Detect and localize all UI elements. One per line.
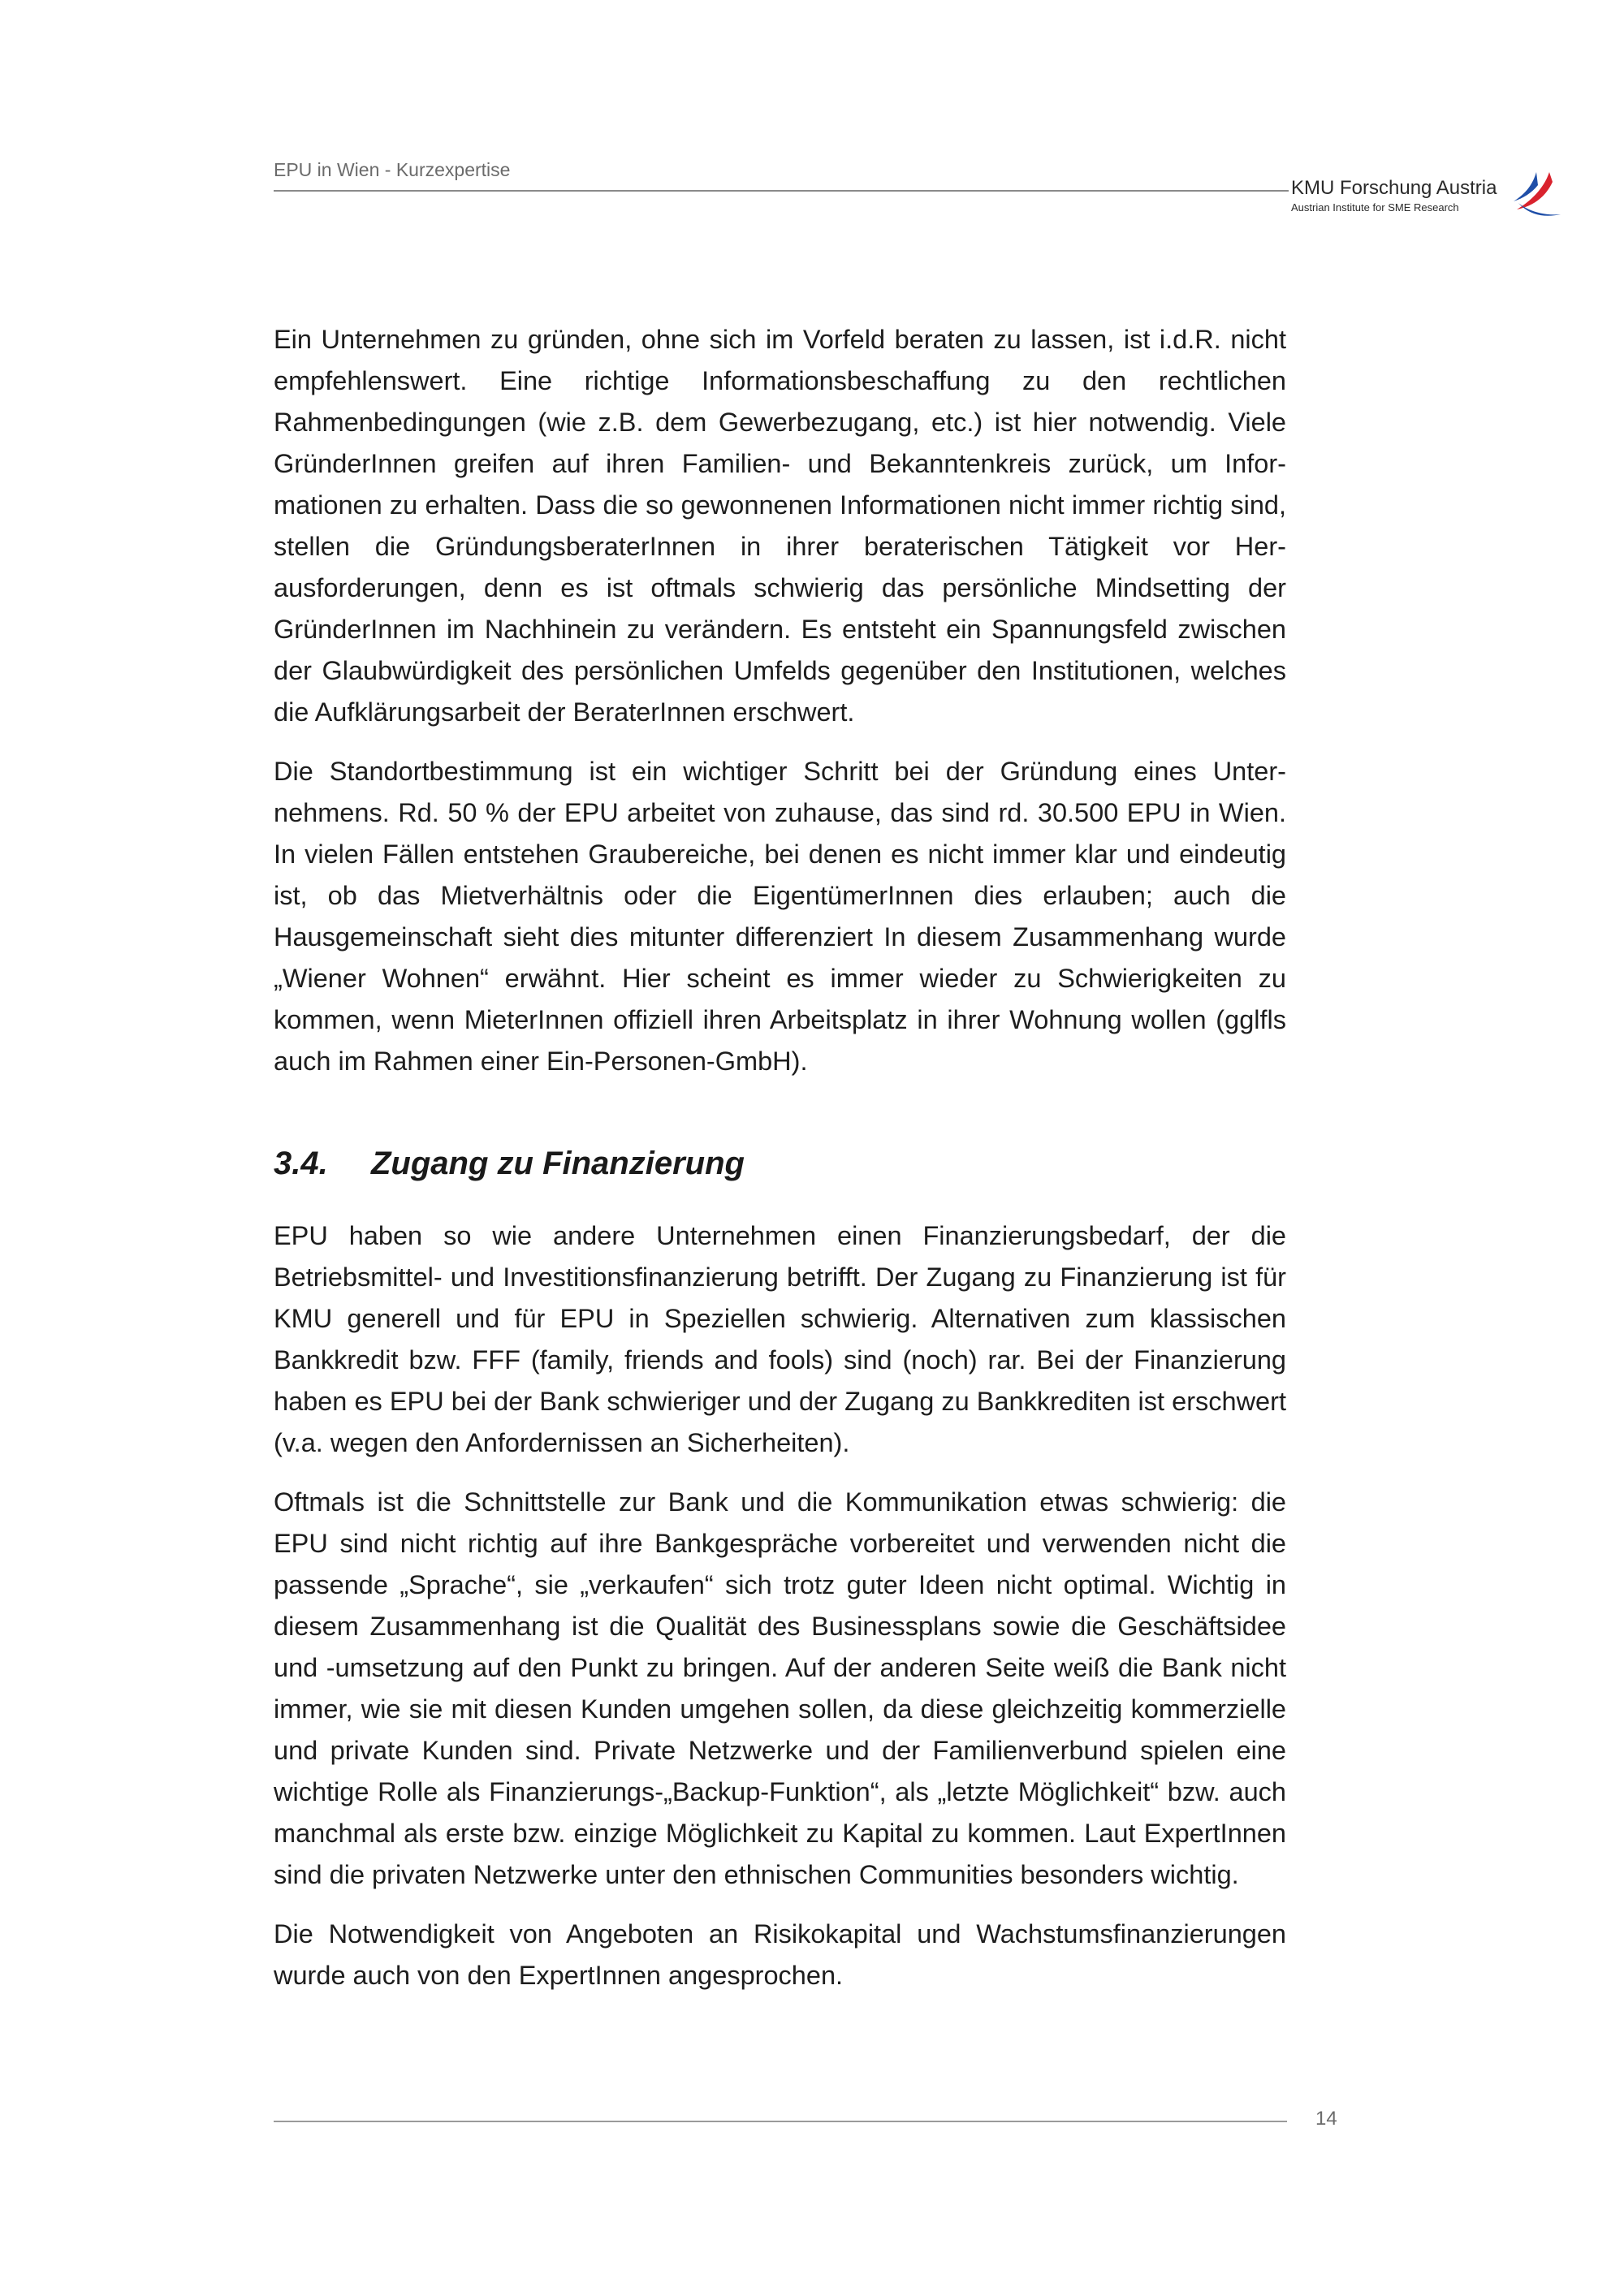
logo-subtitle: Austrian Institute for SME Research [1291, 201, 1459, 214]
header-rule [274, 190, 1289, 192]
paragraph: Oftmals ist die Schnittstelle zur Bank und die Kommunikation etwas schwierig: die EPU sind nicht richtig auf ihre Bankgespräche vorbereitet und verwenden nicht die passende „Sprache“, sie „verkaufen“ sich trotz guter Ideen nicht optimal. Wichtig in diesem Zusammenhang ist die Qualität des Businessplans sowie die Geschäftsidee und -umsetzung auf den Punkt zu bringen. Auf der anderen Seite weiß die Bank nicht immer, wie sie mit diesen Kunden umgehen sollen, da diese gleichzeitig kommerzielle und private Kunden sind. Private Netzwerke und der Familienverbund spielen eine wichtige Rolle als Finanzierungs-„Backup-Funktion“, als „letzte Möglichkeit“ bzw. auch manchmal als erste bzw. einzige Möglichkeit zu Kapital zu kommen. Laut ExpertInnen sind die privaten Netzwerke unter den ethnischen Communities besonders wichtig. [274, 1487, 1286, 1889]
footer-rule [274, 2121, 1287, 2122]
page-number: 14 [1315, 2108, 1337, 2130]
paragraph: Ein Unternehmen zu gründen, ohne sich im Vorfeld beraten zu lassen, ist i.d.R. nicht empfehlenswert. Eine richtige Informationsbeschaffung zu den rechtlichen Rahmenbedingungen (wie z.B. dem Gewerbezugang, etc.) ist hier notwendig. Viele GründerInnen greifen auf ihren Familien- und Bekanntenkreis zurück, um Informationen zu erhalten. Dass die so gewonnenen Informationen nicht immer richtig sind, stellen die GründungsberaterInnen in ihrer beraterischen Tätigkeit vor Herausforderungen, denn es ist oftmals schwierig das persönliche Mindsetting der GründerInnen im Nachhinein zu verändern. Es entsteht ein Spannungsfeld zwischen der Glaubwürdigkeit des persönlichen Umfelds gegenüber den Institutionen, welches die Aufklärungsarbeit der BeraterInnen erschwert. [274, 325, 1286, 727]
paragraph: Die Standortbestimmung ist ein wichtiger Schritt bei der Gründung eines Unternehmens. Rd. 50 % der EPU arbeitet von zuhause, das sind rd. 30.500 EPU in Wien. In vielen Fällen entstehen Graubereiche, bei denen es nicht immer klar und eindeutig ist, ob das Mietverhältnis oder die EigentümerInnen dies erlauben; auch die Hausgemeinschaft sieht dies mitunter differenziert In diesem Zusammenhang wurde „Wiener Wohnen“ erwähnt. Hier scheint es immer wieder zu Schwierigkeiten zu kommen, wenn MieterInnen offiziell ihren Arbeitsplatz in ihrer Wohnung wollen (gglfls auch im Rahmen einer Ein-Personen-GmbH). [274, 757, 1286, 1076]
page-body [274, 319, 1286, 2014]
section-title: Zugang zu Finanzierung [371, 1146, 745, 1181]
section-heading [274, 1141, 1286, 1186]
section-number: 3.4. [274, 1146, 328, 1181]
logo-name: KMU Forschung Austria [1291, 177, 1497, 199]
running-header-title: EPU in Wien - Kurzexpertise [274, 159, 511, 180]
paragraph: EPU haben so wie andere Unternehmen einen Finanzierungsbedarf, der die Betriebsmittel- und Investitionsfinanzierung betrifft. Der Zugang zu Finanzierung ist für KMU generell und für EPU in Speziellen schwierig. Alternativen zum klassischen Bankkredit bzw. FFF (family, friends and fools) sind (noch) rar. Bei der Finanzierung haben es EPU bei der Bank schwieriger und der Zugang zu Bankkrediten ist erschwert (v.a. wegen den Anfordernissen an Sicherheiten). [274, 1221, 1286, 1457]
kmu-logo-mark-icon [1509, 169, 1564, 219]
paragraph: Die Notwendigkeit von Angeboten an Risikokapital und Wachstumsfinanzierungen wurde auch von den ExpertInnen angesprochen. [274, 1919, 1286, 1990]
kmu-logo [1291, 169, 1567, 218]
